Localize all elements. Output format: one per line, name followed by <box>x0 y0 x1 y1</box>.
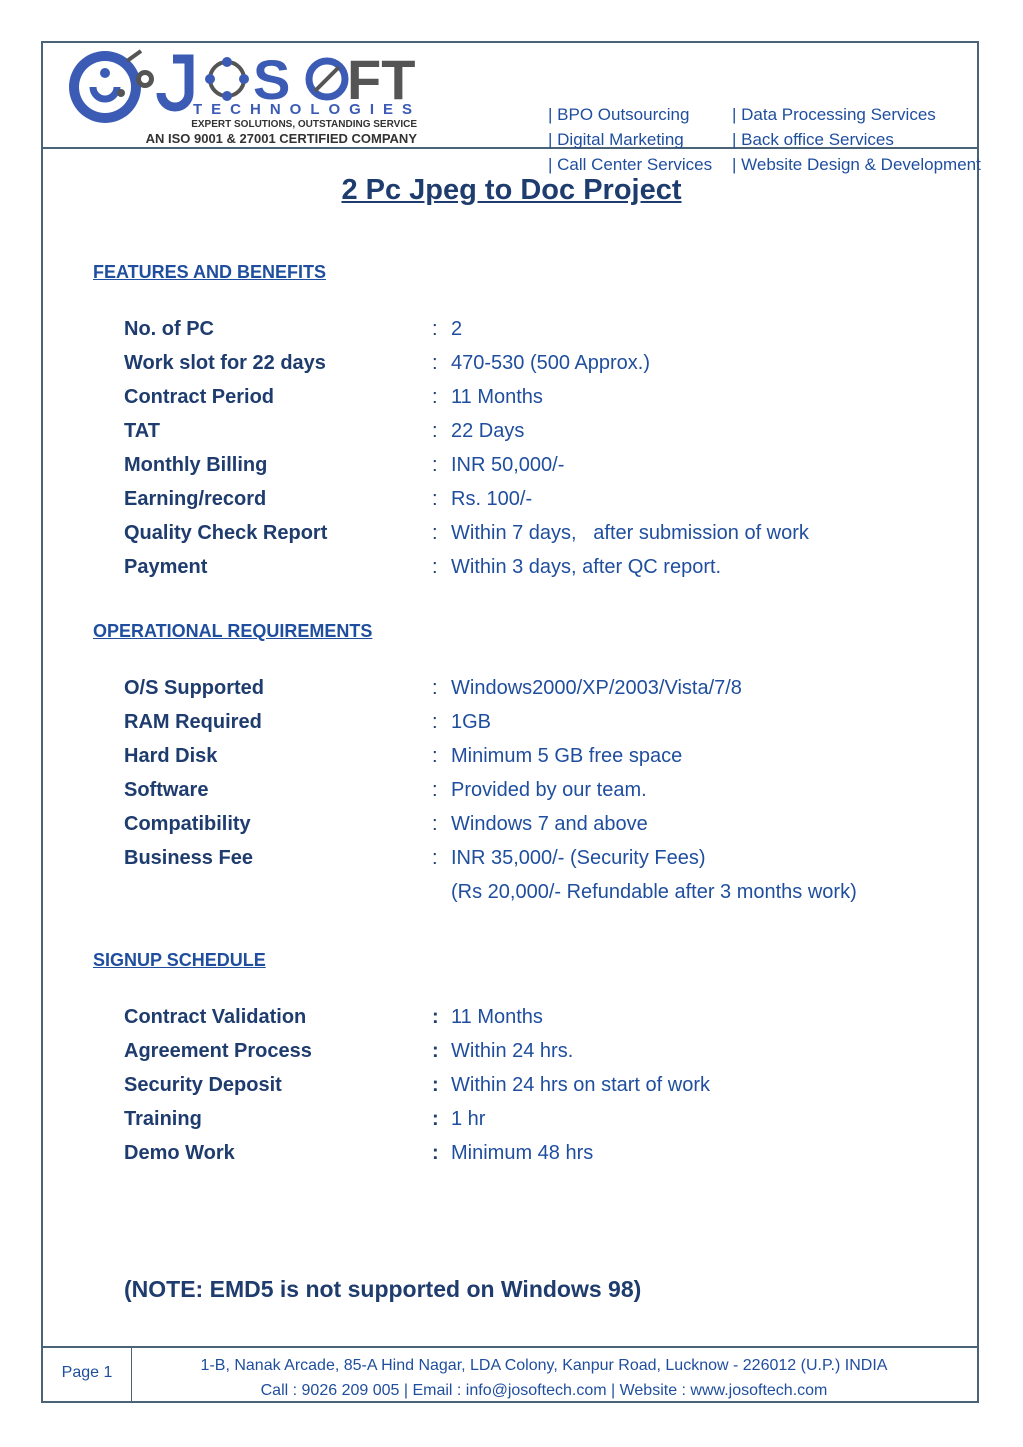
field-value: Provided by our team. <box>451 779 647 801</box>
field-label: Business Fee <box>124 847 253 869</box>
colon: : <box>432 318 438 340</box>
field-value: 470-530 (500 Approx.) <box>451 352 651 374</box>
field-label: O/S Supported <box>124 677 264 699</box>
field-value: Minimum 5 GB free space <box>451 745 683 767</box>
field-label: Agreement Process <box>124 1040 312 1062</box>
colon: : <box>432 386 438 408</box>
field-label: TAT <box>124 420 160 442</box>
colon: : <box>432 1040 439 1062</box>
logo-subtitle: TECHNOLOGIES <box>192 101 421 118</box>
note-text: (NOTE: EMD5 is not supported on Windows 98) <box>124 1276 642 1302</box>
colon: : <box>432 454 438 476</box>
colon: : <box>432 352 438 374</box>
colon: : <box>432 1142 439 1164</box>
field-label: Work slot for 22 days <box>124 352 326 374</box>
field-value: Minimum 48 hrs <box>451 1142 594 1164</box>
colon: : <box>432 1006 439 1028</box>
colon: : <box>432 522 438 544</box>
field-value: 22 Days <box>451 420 525 442</box>
field-value: 1GB <box>451 711 492 733</box>
colon: : <box>432 745 438 767</box>
colon: : <box>432 1108 439 1130</box>
colon: : <box>432 847 438 869</box>
svg-text:S: S <box>253 49 291 111</box>
field-label: Quality Check Report <box>124 522 328 544</box>
field-label: No. of PC <box>124 318 214 340</box>
field-label: Earning/record <box>124 488 267 510</box>
field-label: Hard Disk <box>124 745 218 767</box>
service-item: | Data Processing Services <box>732 105 936 124</box>
services-list <box>548 102 1022 177</box>
field-label: Payment <box>124 556 208 578</box>
footer-divider <box>43 1346 977 1348</box>
field-value: Within 24 hrs. <box>451 1040 574 1062</box>
footer-contact-line: Call : 9026 209 005 | Email : info@josoftech.com | Website : www.josoftech.com <box>260 1382 828 1399</box>
letterhead <box>43 43 981 174</box>
logo-tagline: EXPERT SOLUTIONS, OUTSTANDING SERVICE <box>191 119 417 130</box>
field-value: Windows2000/XP/2003/Vista/7/8 <box>451 677 742 699</box>
field-value: INR 50,000/- <box>451 454 565 476</box>
field-value: (Rs 20,000/- Refundable after 3 months work) <box>451 881 857 903</box>
page-number: Page 1 <box>61 1364 113 1381</box>
colon: : <box>432 420 438 442</box>
field-value: Within 24 hrs on start of work <box>451 1074 710 1096</box>
field-value: 11 Months <box>451 386 543 408</box>
service-item: | Website Design & Development <box>732 155 981 174</box>
colon: : <box>432 1074 439 1096</box>
field-label: Monthly Billing <box>124 454 268 476</box>
field-value: 2 <box>451 318 463 340</box>
page-title: 2 Pc Jpeg to Doc Project <box>341 174 682 206</box>
colon: : <box>432 556 438 578</box>
colon: : <box>432 711 438 733</box>
field-value: Rs. 100/- <box>451 488 533 510</box>
field-label: Training <box>124 1108 202 1130</box>
field-label: Compatibility <box>124 813 251 835</box>
field-label: Contract Period <box>124 386 275 408</box>
service-item: | Back office Services <box>732 130 894 149</box>
field-label: Demo Work <box>124 1142 235 1164</box>
colon: : <box>432 813 438 835</box>
colon: : <box>432 779 438 801</box>
footer-contact <box>131 1353 957 1403</box>
section-heading-features: FEATURES AND BENEFITS <box>93 262 327 282</box>
field-value: Within 7 days, after submission of work <box>451 522 809 544</box>
service-item: | BPO Outsourcing <box>548 105 690 124</box>
section-heading-operational: OPERATIONAL REQUIREMENTS <box>93 621 373 641</box>
section-heading-signup: SIGNUP SCHEDULE <box>93 950 266 970</box>
field-label: RAM Required <box>124 711 262 733</box>
field-value: 1 hr <box>451 1108 486 1130</box>
field-label: Security Deposit <box>124 1074 282 1096</box>
field-value: Windows 7 and above <box>451 813 648 835</box>
field-label: Contract Validation <box>124 1006 307 1028</box>
field-value: Within 3 days, after QC report. <box>451 556 722 578</box>
svg-text:FT: FT <box>347 49 416 111</box>
colon: : <box>432 677 438 699</box>
field-value: 11 Months <box>451 1006 543 1028</box>
field-value: INR 35,000/- (Security Fees) <box>451 847 706 869</box>
field-label: Software <box>124 779 209 801</box>
company-logo <box>65 49 425 147</box>
service-item: | Digital Marketing <box>548 130 684 149</box>
service-item: | Call Center Services <box>548 155 713 174</box>
footer-address: 1-B, Nanak Arcade, 85-A Hind Nagar, LDA Colony, Kanpur Road, Lucknow - 226012 (U.P.) INDIA <box>200 1357 888 1374</box>
colon: : <box>432 488 438 510</box>
logo-certification: AN ISO 9001 & 27001 CERTIFIED COMPANY <box>145 131 417 146</box>
